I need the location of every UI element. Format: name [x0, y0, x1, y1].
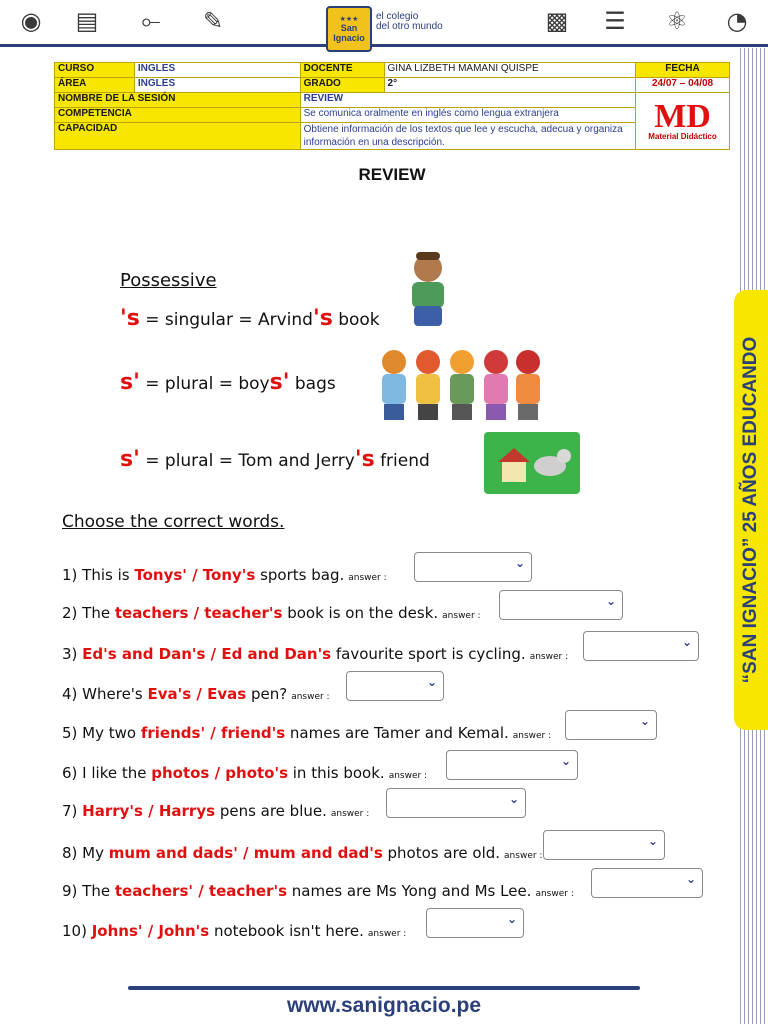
answer-label: answer :: [442, 611, 481, 621]
chevron-down-icon: ⌄: [560, 754, 571, 768]
question-text: 1) This is: [62, 566, 135, 584]
protractor-icon: ◔: [726, 7, 748, 35]
question-options: Eva's / Evas: [147, 685, 247, 703]
fecha-label: FECHA: [636, 63, 730, 78]
md-logo: MD: [654, 97, 711, 135]
area-value: INGLES: [134, 78, 300, 93]
rule-text: = singular = Arvind: [145, 310, 313, 330]
question-7: [62, 802, 369, 820]
sesion-label: NOMBRE DE LA SESIÓN: [55, 93, 301, 108]
header-divider: [0, 44, 768, 47]
grado-label: GRADO: [300, 78, 384, 93]
chevron-down-icon: ⌄: [639, 714, 650, 728]
page-header: [0, 0, 768, 52]
tagline-line-1: el colegio: [376, 11, 419, 22]
compass-icon: ⟜: [141, 7, 161, 35]
logo-name: San Ignacio: [333, 23, 365, 43]
chevron-down-icon: ⌄: [508, 792, 519, 806]
question-text: 10): [62, 922, 92, 940]
md-badge: [636, 93, 730, 150]
globe-icon: ◉: [20, 7, 42, 35]
question-text-end: sports bag.: [255, 566, 345, 584]
answer-label: answer :: [388, 771, 428, 781]
school-tagline: [376, 12, 443, 32]
capacidad-label: CAPACIDAD: [55, 123, 301, 150]
question-text: 2) The: [62, 604, 115, 622]
competencia-value: Se comunica oralmente en inglés como lengua extranjera: [300, 108, 635, 123]
rule-text-end: bags: [289, 374, 336, 394]
rule-mark-inline: 's: [312, 306, 333, 331]
rule-mark-inline: s': [269, 370, 290, 395]
curso-label: CURSO: [55, 63, 135, 78]
question-text-end: book is on the desk.: [282, 604, 439, 622]
curso-value: INGLES: [134, 63, 300, 78]
atom-icon: ⚛: [666, 7, 688, 35]
question-text-end: pens are blue.: [215, 802, 327, 820]
page-title: REVIEW: [358, 165, 426, 184]
footer-url: www.sanignacio.pe: [286, 994, 482, 1017]
chevron-down-icon: ⌄: [514, 556, 525, 570]
question-text: 9) The: [62, 882, 115, 900]
md-caption: Material Didáctico: [648, 131, 717, 141]
answer-dropdown-4[interactable]: [346, 671, 444, 701]
answer-dropdown-3[interactable]: [583, 631, 699, 661]
answer-dropdown-1[interactable]: [414, 552, 532, 582]
school-logo: [326, 6, 372, 52]
answer-label: answer :: [535, 889, 574, 899]
answer-dropdown-7[interactable]: [386, 788, 526, 818]
answer-dropdown-2[interactable]: [499, 590, 623, 620]
rule-plural-names: [120, 447, 430, 472]
rule-text-end: friend: [374, 451, 430, 471]
question-8: [62, 844, 542, 862]
question-text-end: photos are old.: [382, 844, 501, 862]
question-text-end: names are Tamer and Kemal.: [285, 724, 509, 742]
sesion-value: REVIEW: [300, 93, 635, 108]
notebook-icon: ☰: [604, 7, 626, 35]
competencia-label: COMPETENCIA: [55, 108, 301, 123]
answer-label: answer :: [512, 731, 552, 741]
question-text: 3): [62, 645, 83, 663]
question-options: photos / photo's: [151, 764, 288, 782]
question-5: [62, 724, 551, 742]
rule-singular: [120, 306, 380, 331]
footer-divider: [128, 986, 640, 990]
question-9: [62, 882, 574, 900]
chevron-down-icon: ⌄: [605, 594, 616, 608]
books-icon: ▩: [545, 7, 569, 35]
answer-dropdown-8[interactable]: [543, 830, 665, 860]
tom-and-jerry-illustration: [484, 432, 580, 494]
grado-value: 2°: [384, 78, 636, 93]
rule-mark: s': [120, 370, 140, 395]
pencil-cup-icon: ✎: [202, 7, 224, 35]
question-text-end: pen?: [246, 685, 288, 703]
question-6: [62, 764, 427, 782]
question-text: 8) My: [62, 844, 109, 862]
rule-text-end: book: [332, 310, 380, 330]
question-4: [62, 685, 330, 703]
answer-dropdown-9[interactable]: [591, 868, 703, 898]
session-info-table: [54, 62, 730, 150]
answer-label: answer :: [348, 573, 387, 583]
chevron-down-icon: ⌄: [681, 635, 692, 649]
chevron-down-icon: ⌄: [506, 912, 517, 926]
exercise-instructions: Choose the correct words.: [62, 512, 285, 532]
logo-stars: ★★★: [339, 15, 359, 23]
chevron-down-icon: ⌄: [426, 675, 437, 689]
ruler-icon: ▤: [75, 7, 99, 35]
question-10: [62, 922, 406, 940]
answer-label: answer :: [367, 929, 407, 939]
boy-with-book-illustration: [402, 250, 454, 330]
question-options: Johns' / John's: [91, 922, 210, 940]
answer-label: answer :: [504, 851, 543, 861]
question-text-end: names are Ms Yong and Ms Lee.: [287, 882, 532, 900]
question-1: [62, 566, 387, 584]
capacidad-value: Obtiene información de los textos que lee y escucha, adecua y organiza información en una descripción.: [300, 123, 635, 150]
chevron-down-icon: ⌄: [685, 872, 696, 886]
docente-label: DOCENTE: [300, 63, 384, 78]
question-options: Ed's and Dan's / Ed and Dan's: [82, 645, 332, 663]
answer-dropdown-6[interactable]: [446, 750, 578, 780]
rule-text: = plural = Tom and Jerry: [145, 451, 355, 471]
question-options: friends' / friend's: [140, 724, 286, 742]
question-text-end: in this book.: [288, 764, 385, 782]
fecha-value: 24/07 – 04/08: [636, 78, 730, 93]
question-options: teachers / teacher's: [114, 604, 283, 622]
answer-label: answer :: [291, 692, 330, 702]
question-text-end: notebook isn't here.: [209, 922, 364, 940]
side-banner-text: “SAN IGNACIO” 25 AÑOS EDUCANDO: [740, 336, 761, 684]
question-text: 7): [62, 802, 83, 820]
answer-label: answer :: [529, 652, 569, 662]
area-label: ÁREA: [55, 78, 135, 93]
kids-with-bags-illustration: [372, 348, 544, 424]
rule-text: = plural = boy: [145, 374, 270, 394]
question-options: Harry's / Harrys: [82, 802, 216, 820]
chevron-down-icon: ⌄: [647, 834, 658, 848]
answer-label: answer :: [330, 809, 370, 819]
tagline-line-2: del otro mundo: [376, 21, 443, 32]
docente-value: GINA LIZBETH MAMANI QUISPE: [384, 63, 636, 78]
rule-plural: [120, 370, 336, 395]
question-text: 6) I like the: [62, 764, 152, 782]
answer-dropdown-10[interactable]: [426, 908, 524, 938]
question-text: 4) Where's: [62, 685, 148, 703]
question-options: Tonys' / Tony's: [134, 566, 256, 584]
question-options: mum and dads' / mum and dad's: [108, 844, 383, 862]
answer-dropdown-5[interactable]: [565, 710, 657, 740]
question-options: teachers' / teacher's: [114, 882, 288, 900]
question-3: [62, 645, 568, 663]
question-text: 5) My two: [62, 724, 141, 742]
question-2: [62, 604, 481, 622]
question-text-end: favourite sport is cycling.: [331, 645, 526, 663]
possessive-heading: Possessive: [120, 270, 217, 291]
rule-mark: 's: [120, 306, 140, 331]
rule-mark-inline: 's: [354, 447, 375, 472]
rule-mark: s': [120, 447, 140, 472]
